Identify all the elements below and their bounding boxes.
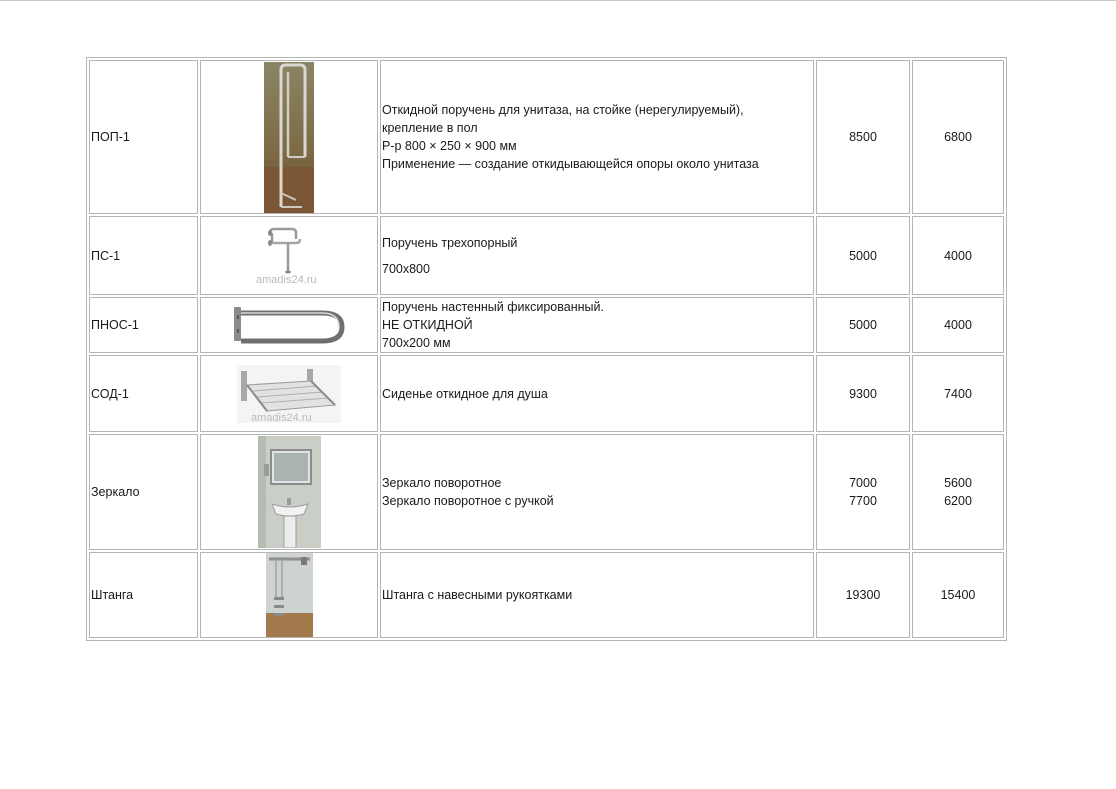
description-line: Зеркало поворотное	[382, 476, 502, 490]
description-line: Применение — создание откидывающейся опоры около унитаза	[382, 157, 759, 171]
tilting-mirror-photo	[258, 436, 321, 548]
price-1: 5000	[816, 297, 910, 353]
description-line: Откидной поручень для унитаза, на стойке (нерегулируемый),	[382, 103, 744, 117]
product-description	[380, 355, 814, 432]
product-image-cell	[200, 60, 378, 214]
table-row	[89, 434, 1004, 550]
product-image-cell	[200, 552, 378, 638]
price-2	[912, 434, 1004, 550]
table-row	[89, 60, 1004, 214]
table-row	[89, 216, 1004, 295]
table-row	[89, 552, 1004, 638]
price-1: 9300	[816, 355, 910, 432]
description-line: 700x200 мм	[382, 336, 451, 350]
folding-shower-seat-photo	[237, 365, 341, 423]
price-2: 7400	[912, 355, 1004, 432]
product-description	[380, 216, 814, 295]
product-price-table	[86, 57, 1007, 641]
description-line: НЕ ОТКИДНОЙ	[382, 318, 473, 332]
price-2-value: 5600	[944, 476, 972, 490]
product-image-cell	[200, 434, 378, 550]
product-description	[380, 60, 814, 214]
watermark: amadis24.ru	[251, 411, 312, 424]
watermark: amadis24.ru	[256, 273, 317, 286]
description-line: 700x800	[382, 261, 430, 276]
description-line: Поручень трехопорный	[382, 235, 518, 250]
description-line: Р-р 800 × 250 × 900 мм	[382, 139, 517, 153]
product-description	[380, 552, 814, 638]
product-description	[380, 434, 814, 550]
bar-with-hanging-handles-photo	[266, 553, 313, 637]
toilet-floor-grab-bar-photo	[264, 62, 314, 213]
description-line: Штанга с навесными рукоятками	[382, 588, 573, 602]
product-code: Зеркало	[89, 434, 198, 550]
product-code: ПОП-1	[89, 60, 198, 214]
price-2: 6800	[912, 60, 1004, 214]
price-1: 5000	[816, 216, 910, 295]
price-2: 4000	[912, 216, 1004, 295]
price-1-value: 7700	[849, 494, 877, 508]
price-1	[816, 434, 910, 550]
top-divider	[0, 0, 1116, 1]
description-line: крепление в пол	[382, 121, 478, 135]
product-code: ПС-1	[89, 216, 198, 295]
price-2: 15400	[912, 552, 1004, 638]
table-row	[89, 355, 1004, 432]
price-1: 19300	[816, 552, 910, 638]
product-code: СОД-1	[89, 355, 198, 432]
product-code: ПНОС-1	[89, 297, 198, 353]
description-line: Поручень настенный фиксированный.	[382, 300, 604, 314]
three-point-handrail-photo	[234, 225, 344, 287]
price-1-value: 7000	[849, 476, 877, 490]
price-2-value: 6200	[944, 494, 972, 508]
product-description	[380, 297, 814, 353]
description-line: Зеркало поворотное с ручкой	[382, 494, 554, 508]
product-image-cell	[200, 355, 378, 432]
price-2: 4000	[912, 297, 1004, 353]
product-code: Штанга	[89, 552, 198, 638]
description-line: Сиденье откидное для душа	[382, 386, 548, 401]
table-row	[89, 297, 1004, 353]
product-image-cell	[200, 297, 378, 353]
wall-fixed-handrail-photo	[232, 303, 346, 347]
price-1: 8500	[816, 60, 910, 214]
product-image-cell	[200, 216, 378, 295]
